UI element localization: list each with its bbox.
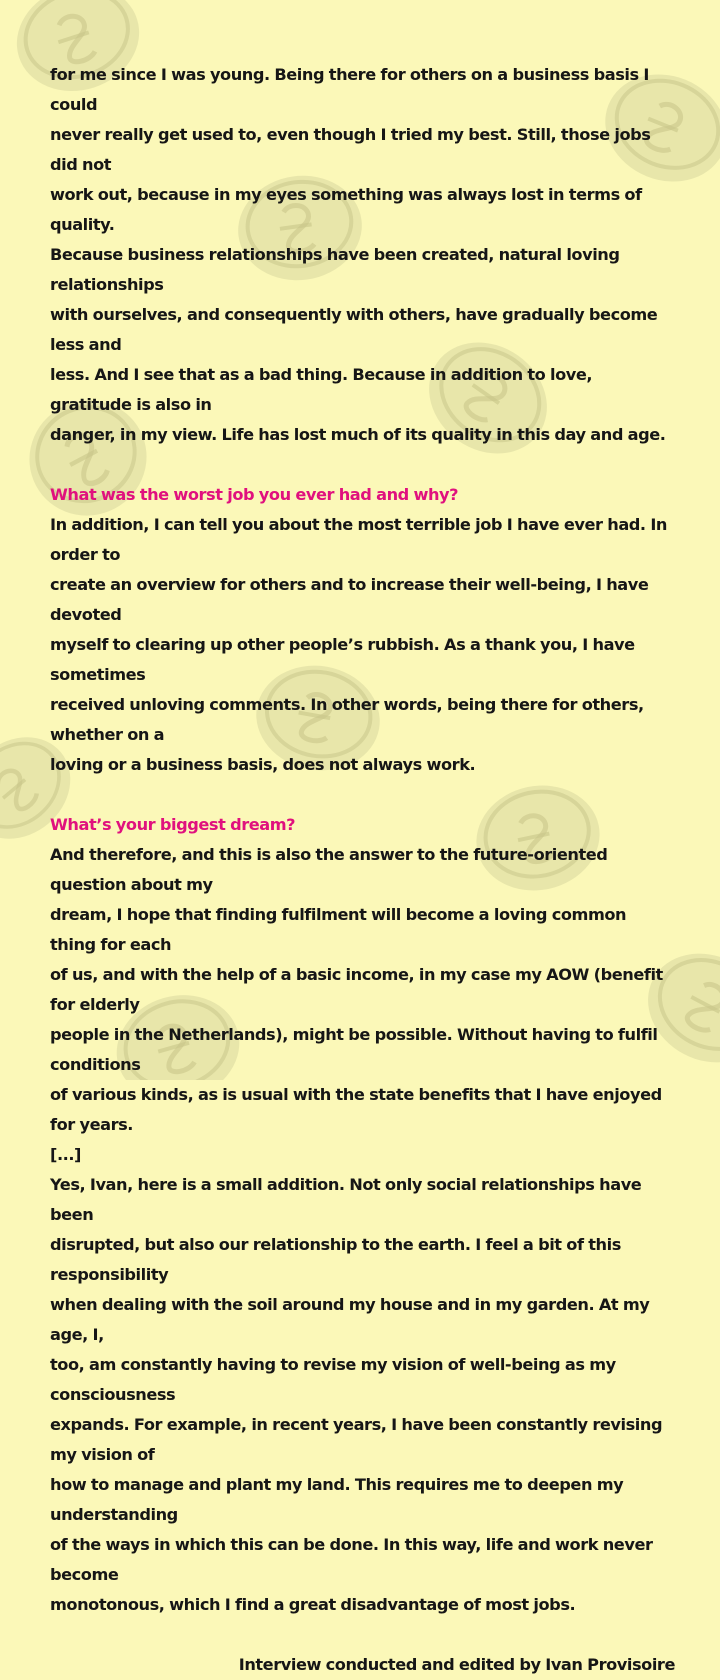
question-worst-job: What was the worst job you ever had and why? [50,485,459,504]
paragraph-gap [50,1620,675,1650]
paragraph-gap [50,780,675,810]
text-line: for me since I was young. Being there for others on a business basis I could [50,65,649,114]
text-line: dream, I hope that finding fulfilment will become a loving common thing for each [50,905,627,954]
answer-worst-job [50,510,675,780]
answer-dream [50,840,675,1620]
text-line: Yes, Ivan, here is a small addition. Not only social relationships have been [50,1175,642,1224]
text-line: [...] [50,1145,81,1164]
interview-credit: Interview conducted and edited by Ivan Provisoire [238,1655,675,1674]
text-line: myself to clearing up other people’s rubbish. As a thank you, I have sometimes [50,635,635,684]
text-line: Because business relationships have been created, natural loving relationships [50,245,620,294]
text-line: create an overview for others and to increase their well-being, I have devoted [50,575,649,624]
text-line: with ourselves, and consequently with others, have gradually become less and [50,305,658,354]
text-line: of various kinds, as is usual with the state benefits that I have enjoyed for years. [50,1085,662,1134]
text-line: disrupted, but also our relationship to the earth. I feel a bit of this responsibility [50,1235,621,1284]
text-line: of the ways in which this can be done. In this way, life and work never become [50,1535,653,1584]
question-dream: What’s your biggest dream? [50,815,296,834]
text-line: monotonous, which I find a great disadvantage of most jobs. [50,1595,576,1614]
article-body [50,60,675,1680]
text-line: work out, because in my eyes something was always lost in terms of quality. [50,185,642,234]
text-line: In addition, I can tell you about the most terrible job I have ever had. In order to [50,515,667,564]
text-line: too, am constantly having to revise my vision of well-being as my consciousness [50,1355,616,1404]
text-line: danger, in my view. Life has lost much of its quality in this day and age. [50,425,666,444]
text-line: how to manage and plant my land. This requires me to deepen my understanding [50,1475,624,1524]
text-line: of us, and with the help of a basic income, in my case my AOW (benefit for elderly [50,965,663,1014]
text-line: expands. For example, in recent years, I have been constantly revising my vision of [50,1415,663,1464]
text-line: loving or a business basis, does not always work. [50,755,476,774]
text-line: received unloving comments. In other words, being there for others, whether on a [50,695,644,744]
text-line: people in the Netherlands), might be possible. Without having to fulfil conditions [50,1025,658,1074]
text-line: less. And I see that as a bad thing. Because in addition to love, gratitude is also in [50,365,593,414]
text-line: when dealing with the soil around my house and in my garden. At my age, I, [50,1295,650,1344]
text-line: never really get used to, even though I tried my best. Still, those jobs did not [50,125,651,174]
text-line: And therefore, and this is also the answer to the future-oriented question about my [50,845,608,894]
paragraph-gap [50,450,675,480]
intro-paragraph [50,60,675,450]
